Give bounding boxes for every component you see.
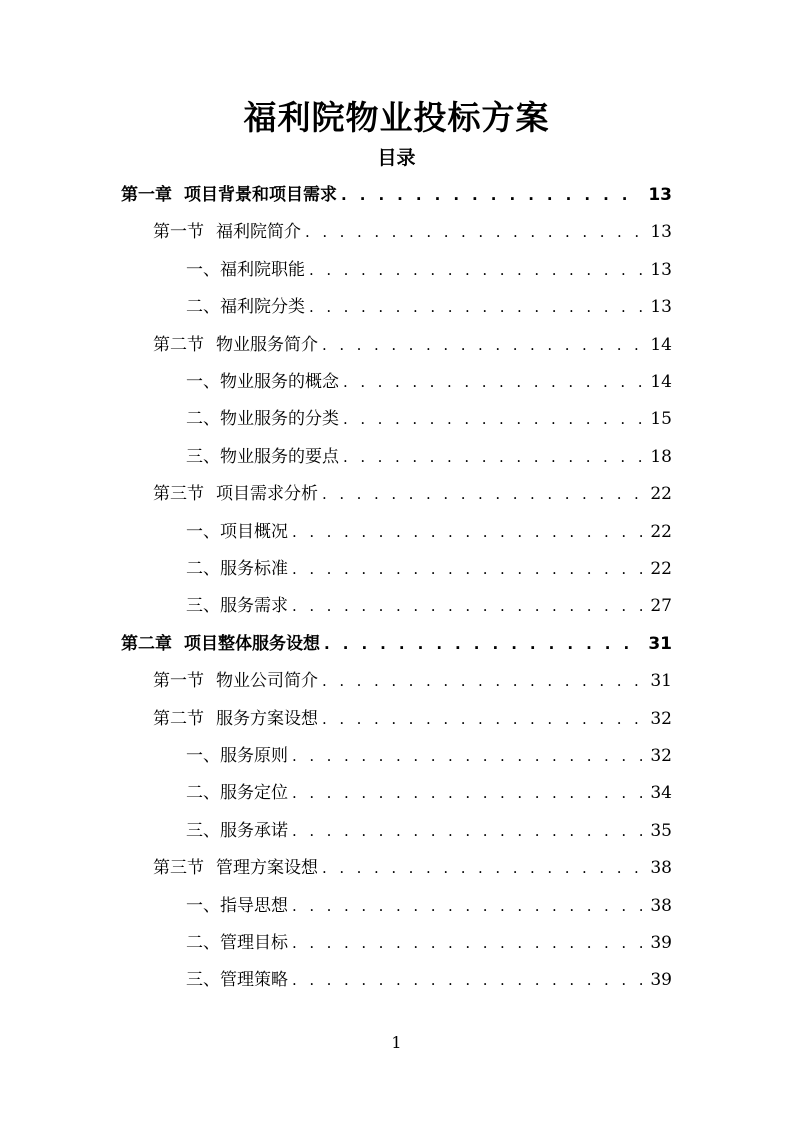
document-title: 福利院物业投标方案 bbox=[243, 98, 550, 137]
toc-entry-number: 二、 bbox=[186, 559, 220, 579]
toc-entry-number: 第一章 bbox=[121, 185, 172, 205]
toc-entry-title bbox=[121, 180, 337, 210]
toc-entry-page: 13 bbox=[650, 222, 672, 243]
toc-entry-title bbox=[186, 891, 288, 921]
toc-entry-number: 二、 bbox=[186, 783, 220, 804]
toc-dot-leader bbox=[343, 404, 642, 434]
toc-entry-title bbox=[153, 666, 318, 696]
toc-dot-leader bbox=[292, 816, 642, 846]
toc-entry-label: 福利院分类 bbox=[220, 297, 305, 318]
toc-entry-number: 三、 bbox=[186, 596, 220, 617]
toc-entry-number: 一、 bbox=[186, 259, 220, 280]
toc-entry-number: 二、 bbox=[186, 297, 220, 318]
toc-entry-label: 管理目标 bbox=[220, 933, 288, 953]
toc-entry-title bbox=[153, 853, 318, 883]
toc-entry-label: 福利院简介 bbox=[216, 222, 301, 243]
toc-entry[interactable] bbox=[0, 292, 793, 322]
toc-entry[interactable] bbox=[0, 180, 793, 210]
toc-entry-title bbox=[186, 965, 288, 995]
toc-entry-number: 第一节 bbox=[153, 222, 204, 243]
toc-entry-page: 22 bbox=[650, 559, 672, 579]
toc-entry-page: 39 bbox=[650, 970, 672, 991]
toc-entry[interactable] bbox=[0, 330, 793, 360]
toc-entry[interactable] bbox=[0, 778, 793, 808]
toc-dot-leader bbox=[292, 517, 642, 547]
toc-dot-leader bbox=[292, 891, 642, 921]
toc-dot-leader bbox=[322, 479, 642, 509]
toc-dot-leader bbox=[324, 629, 640, 659]
toc-entry-number: 一、 bbox=[186, 746, 220, 766]
toc-entry-page: 22 bbox=[650, 484, 672, 505]
toc-dot-leader bbox=[343, 442, 642, 472]
toc-entry-label: 管理方案设想 bbox=[216, 858, 318, 879]
toc-dot-leader bbox=[309, 292, 642, 322]
toc-entry-label: 项目整体服务设想 bbox=[184, 633, 320, 654]
toc-entry[interactable] bbox=[0, 479, 793, 509]
toc-dot-leader bbox=[292, 741, 642, 771]
toc-entry-title bbox=[186, 778, 288, 808]
toc-entry-page: 32 bbox=[650, 746, 672, 766]
toc-entry[interactable] bbox=[0, 442, 793, 472]
toc-entry-page: 31 bbox=[648, 633, 672, 654]
toc-entry[interactable] bbox=[0, 741, 793, 771]
toc-dot-leader bbox=[322, 666, 642, 696]
toc-entry-label: 管理策略 bbox=[220, 970, 288, 991]
toc-entry-label: 服务需求 bbox=[220, 596, 288, 617]
page-number: 1 bbox=[391, 1033, 402, 1052]
toc-entry-label: 服务承诺 bbox=[220, 820, 288, 841]
toc-entry[interactable] bbox=[0, 217, 793, 247]
toc-entry-label: 项目背景和项目需求 bbox=[184, 185, 337, 205]
toc-entry-page: 14 bbox=[650, 334, 672, 355]
toc-entry[interactable] bbox=[0, 517, 793, 547]
toc-entry-page: 22 bbox=[650, 521, 672, 542]
toc-dot-leader bbox=[341, 180, 640, 210]
toc-entry-label: 服务标准 bbox=[220, 559, 288, 579]
toc-entry-label: 物业服务的要点 bbox=[220, 446, 339, 467]
toc-entry-label: 物业公司简介 bbox=[216, 671, 318, 692]
toc-entry-number: 二、 bbox=[186, 409, 220, 430]
toc-entry-label: 物业服务的分类 bbox=[220, 409, 339, 430]
toc-entry[interactable] bbox=[0, 554, 793, 584]
toc-dot-leader bbox=[292, 778, 642, 808]
toc-entry-label: 指导思想 bbox=[220, 895, 288, 916]
toc-entry[interactable] bbox=[0, 666, 793, 696]
toc-dot-leader bbox=[322, 330, 642, 360]
toc-entry[interactable] bbox=[0, 629, 793, 659]
toc-entry-title bbox=[186, 554, 288, 584]
toc-entry-label: 服务定位 bbox=[220, 783, 288, 804]
toc-entry-number: 三、 bbox=[186, 970, 220, 991]
toc-entry-page: 32 bbox=[650, 708, 672, 729]
toc-entry-label: 项目需求分析 bbox=[216, 484, 318, 505]
toc-entry-title bbox=[186, 442, 339, 472]
toc-entry-title bbox=[153, 479, 318, 509]
toc-dot-leader bbox=[292, 965, 642, 995]
toc-entry-number: 三、 bbox=[186, 446, 220, 467]
toc-entry-title bbox=[186, 816, 288, 846]
toc-entry-page: 39 bbox=[650, 933, 672, 953]
toc-heading: 目录 bbox=[377, 147, 416, 169]
toc-entry-title bbox=[186, 292, 305, 322]
toc-entry-page: 13 bbox=[650, 259, 672, 280]
toc-entry-number: 第三节 bbox=[153, 858, 204, 879]
toc-dot-leader bbox=[309, 255, 642, 285]
toc-entry-title bbox=[186, 928, 288, 958]
toc-dot-leader bbox=[292, 928, 642, 958]
toc-entry-page: 27 bbox=[650, 596, 672, 617]
toc-entry[interactable] bbox=[0, 928, 793, 958]
toc-entry-label: 服务原则 bbox=[220, 746, 288, 766]
toc-entry-page: 34 bbox=[650, 783, 672, 804]
toc-entry[interactable] bbox=[0, 853, 793, 883]
toc-entry-title bbox=[153, 704, 318, 734]
toc-entry[interactable] bbox=[0, 965, 793, 995]
toc-entry-title bbox=[186, 367, 339, 397]
toc-entry-page: 15 bbox=[650, 409, 672, 430]
toc-entry-number: 第二节 bbox=[153, 334, 204, 355]
toc-entry-number: 第一节 bbox=[153, 671, 204, 692]
toc-entry-label: 项目概况 bbox=[220, 521, 288, 542]
toc-entry-page: 38 bbox=[650, 895, 672, 916]
toc-entry[interactable] bbox=[0, 367, 793, 397]
toc-entry-title bbox=[186, 741, 288, 771]
toc-entry[interactable] bbox=[0, 591, 793, 621]
toc-entry-title bbox=[121, 629, 320, 659]
toc-dot-leader bbox=[292, 591, 642, 621]
toc-entry-number: 第二节 bbox=[153, 708, 204, 729]
toc-entry[interactable] bbox=[0, 404, 793, 434]
toc-entry[interactable] bbox=[0, 704, 793, 734]
toc-entry-page: 38 bbox=[650, 858, 672, 879]
toc-dot-leader bbox=[292, 554, 642, 584]
toc-entry-label: 福利院职能 bbox=[220, 259, 305, 280]
toc-entry-page: 13 bbox=[648, 185, 672, 205]
toc-dot-leader bbox=[305, 217, 642, 247]
toc-entry-number: 三、 bbox=[186, 820, 220, 841]
toc-entry-number: 一、 bbox=[186, 895, 220, 916]
toc-entry-label: 服务方案设想 bbox=[216, 708, 318, 729]
toc-entry-page: 18 bbox=[650, 446, 672, 467]
toc-entry-number: 第三节 bbox=[153, 484, 204, 505]
toc-entry-page: 13 bbox=[650, 297, 672, 318]
toc-entry-page: 31 bbox=[650, 671, 672, 692]
toc-entry-number: 第二章 bbox=[121, 633, 172, 654]
toc-dot-leader bbox=[322, 704, 642, 734]
toc-entry-title bbox=[186, 255, 305, 285]
toc-entry-label: 物业服务简介 bbox=[216, 334, 318, 355]
toc-dot-leader bbox=[322, 853, 642, 883]
toc-entry-title bbox=[153, 217, 301, 247]
toc-entry-label: 物业服务的概念 bbox=[220, 372, 339, 392]
toc-entry-number: 一、 bbox=[186, 521, 220, 542]
toc-entry-number: 一、 bbox=[186, 372, 220, 392]
toc-entry-title bbox=[186, 404, 339, 434]
toc-entry-title bbox=[186, 517, 288, 547]
toc-entry-number: 二、 bbox=[186, 933, 220, 953]
toc-entry-page: 35 bbox=[650, 820, 672, 841]
toc-dot-leader bbox=[343, 367, 642, 397]
toc-entry-title bbox=[153, 330, 318, 360]
toc-entry-page: 14 bbox=[650, 372, 672, 392]
toc-entry[interactable] bbox=[0, 891, 793, 921]
toc-entry[interactable] bbox=[0, 255, 793, 285]
toc-entry-title bbox=[186, 591, 288, 621]
toc-entry[interactable] bbox=[0, 816, 793, 846]
